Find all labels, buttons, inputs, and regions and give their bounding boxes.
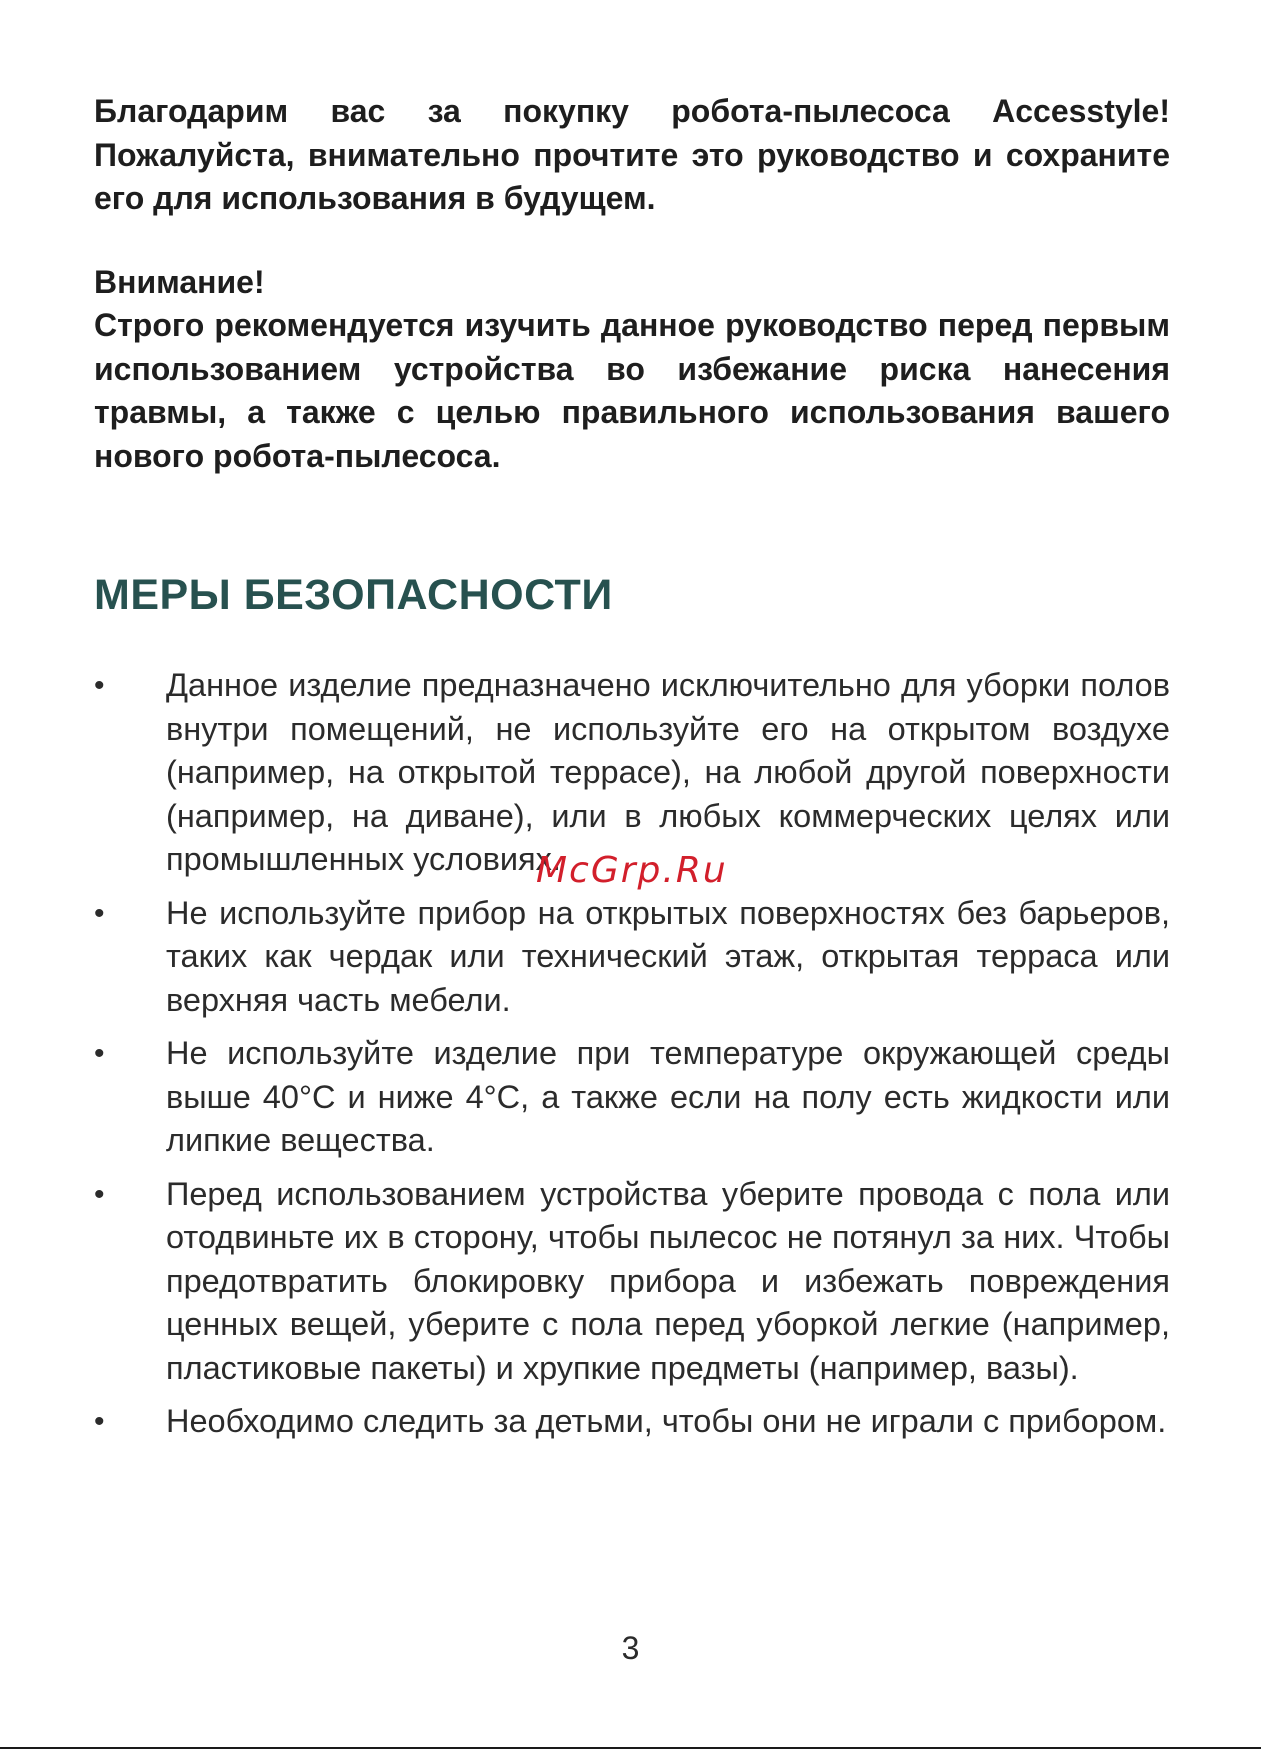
list-item-text: Перед использованием устройства уберите провода с пола или отодвиньте их в сторону, чтобы пылесос не потянул за них. Чтобы предотвратить блокировку прибора и избежать повреждения ценных вещей, уберите с пола перед уборкой легкие (например, пластиковые пакеты) и хрупкие предметы (например, вазы). bbox=[166, 1175, 1170, 1386]
bullet-icon: • bbox=[94, 1037, 105, 1070]
page-content bbox=[94, 90, 1170, 1454]
bullet-icon: • bbox=[94, 669, 105, 702]
page-number: 3 bbox=[621, 1630, 640, 1666]
list-item bbox=[94, 1032, 1170, 1163]
list-item bbox=[94, 892, 1170, 1023]
section-title: МЕРЫ БЕЗОПАСНОСТИ bbox=[94, 571, 613, 619]
list-item-text: Не используйте изделие при температуре окружающей среды выше 40°С и ниже 4°С, а также если на полу есть жидкости или липкие вещества. bbox=[166, 1035, 1170, 1158]
intro-block bbox=[94, 90, 1170, 478]
bullet-icon: • bbox=[94, 1405, 105, 1438]
list-item bbox=[94, 1400, 1170, 1444]
safety-rules-list bbox=[94, 664, 1170, 1444]
thanks-paragraph: Благодарим вас за покупку робота-пылесоса Accesstyle! Пожалуйста, внимательно прочтите это руководство и сохраните его для использования в будущем. bbox=[94, 93, 1170, 216]
list-item bbox=[94, 1173, 1170, 1391]
attention-paragraph: Строго рекомендуется изучить данное руководство перед первым использованием устройства во избежание риска нанесения травмы, а также с целью правильного использования вашего нового робота-пылесоса. bbox=[94, 307, 1170, 474]
bullet-icon: • bbox=[94, 896, 105, 930]
bullet-icon: • bbox=[94, 1177, 105, 1211]
watermark: McGrp.Ru bbox=[536, 850, 728, 891]
list-item-text: Данное изделие предназначено исключительно для уборки полов внутри помещений, не используйте его на открытом воздухе (например, на открытой террасе), на любой другой поверхности (например, на диване), или в любых коммерческих целях или промышленных условиях. bbox=[166, 667, 1170, 877]
list-item bbox=[94, 664, 1170, 882]
list-item-text: Необходимо следить за детьми, чтобы они не играли с прибором. bbox=[166, 1403, 1167, 1439]
list-item-text: Не используйте прибор на открытых поверхностях без барьеров, таких как чердак или технический этаж, открытая терраса или верхняя часть мебели. bbox=[166, 894, 1170, 1018]
attention-title: Внимание! bbox=[94, 263, 265, 300]
